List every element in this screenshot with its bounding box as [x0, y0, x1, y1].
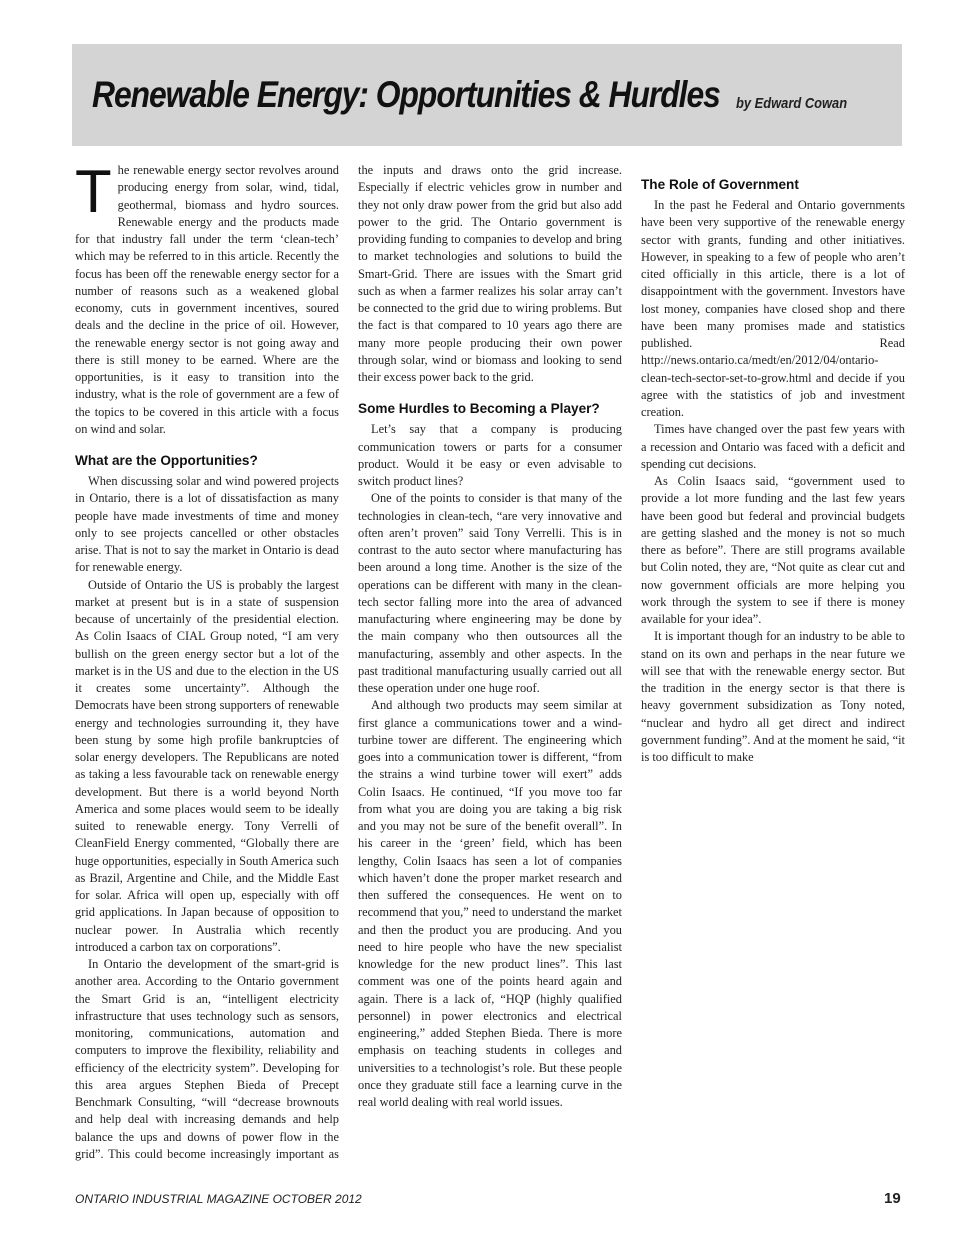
paragraph: In the past he Federal and Ontario governments have been very supportive of the renewable energy sector with grants, funding and other initiatives. However, in speaking to a few of people who aren’t cited officially in this article, there is a lot of disappointment with the government. Investors have lost money, companies have closed shop and there have been many promises made and statistics published. Read http://news.ontario.ca/medt/en/2012/04/ontario-clean-tech-sector-set-to-grow.html and decide if you agree with the statistics of job and investment creation. — [641, 198, 905, 419]
paragraph: One of the points to consider is that many of the technologies in clean-tech, “are very innovative and often aren’t proven” said Tony Verrelli. This is in contrast to the auto sector where manufacturing has been around a long time. Another is the size of the operations can be different with many in the clean-tech sector falling more into the area of advanced manufacturing where engineering may be done by the main company who then outsources all the manufacturing, assembly and other aspects. In the past traditional manufacturing usually carried out all these operation under one huge roof. — [358, 491, 622, 695]
byline: by Edward Cowan — [736, 95, 848, 112]
article-body — [358, 162, 622, 1111]
paragraph: When discussing solar and wind powered projects in Ontario, there is a lot of dissatisfaction as many people have made investments of time and money only to see projects cancelled or other obstacles arise. That is not to say the market in Ontario is dead for renewable energy. — [75, 474, 339, 575]
paragraph-continued: the inputs and draws onto the grid increase. Especially if electric vehicles grow in number and they not only draw power from the grid but also add power to the grid. The Ontario government is providing funding to companies to develop and bring to market technologies and solutions to build the Smart-Grid. There are issues with the Smart grid such as when a farmer realizes his solar array can’t be connected to the grid due to wiring problems. But the fact is that compared to 10 years ago there are many more people producing their own power through solar, wind or biomass and looking to send their excess power back to the grid. — [358, 163, 622, 384]
article-body — [75, 158, 339, 1163]
paragraph: In Ontario the development of the smart-grid is another area. According to the Ontario government the Smart Grid is an, “intelligent electricity infrastructure that uses technology such as sensors, monitoring, communications, automation and computers to improve the flexibility, reliability and efficiency of the electricity system”. Developing for this area argues Stephen Bieda of Precept Benchmark Consulting, “will “decrease brownouts and help deal with increasing demands and help balance the ups and downs of power flow in the grid”. This could become increasingly important as — [75, 957, 339, 1161]
intro-text: he renewable energy sector revolves around producing energy from solar, wind, tidal, geothermal, biomass and hydro sources. Renewable energy and the products made for that industry fall under the term ‘clean-tech’ which may be referred to in this article. Recently the focus has been off the renewable energy sector for a number of reasons such as a weakened global economy, cuts in government incentives, soured deals and the decline in the price of oil. However, the renewable energy sector is not going away and there is still money to be earned. Where are the opportunities, is it easy to transition into the industry, what is the role of government are a few of the topics to be covered in this article with a focus on wind and solar. — [75, 163, 339, 436]
paragraph: Outside of Ontario the US is probably the largest market at present but is in a state of suspension because of uncertainly of the presidential election. As Colin Isaacs of CIAL Group noted, “I am very bullish on the green energy sector but a lot of the market is in the US and due to the election in the US it creates some uncertainty”. Although the Democrats have been strong supporters of renewable energy and technologies surrounding it, they have been stung by some high profile bankruptcies of solar energy developers. The Republicans are noted as taking a less favourable tack on renewable energy development. But there is a world beyond North America and some places would seem to be ideally suited to renewable energy. Tony Verrelli of CleanField Energy commented, “Globally there are huge opportunities, especially in South America such as Brazil, Argentine and Chile, and the Middle East for solar. Africa will open up, especially with off grid applications. In Japan because of opposition to nuclear power. In Australia which recently introduced a carbon tax on corporations”. — [75, 577, 339, 954]
section-heading-hurdles: Some Hurdles to Becoming a Player? — [358, 401, 600, 417]
paragraph: As Colin Isaacs said, “government used to provide a lot more funding and the last few years have been good but federal and provincial budgets are getting slashed and the money is not so much there as before”. There are still programs available but Colin noted, they are, “Not quite as clear cut and now government officials are more helping you work through the system to see if there is money available for your idea”. — [641, 474, 905, 626]
article-body — [641, 162, 905, 766]
paragraph: And although two products may seem similar at first glance a communications tower and a wind-turbine tower are different. The engineering which goes into a communication tower is different, “from the strains a wind turbine tower will exert” adds Colin Isaacs. He continued, “If you move too far from what you are doing you are taking a big risk and you may not be sure of the benefit overall”. In his career in the ‘green’ field, which has been lengthy, Colin Isaacs has seen a lot of companies which haven’t done the proper market research and then suffered the consequences. He went on to recommend that you,” need to understand the market and then the product you are producing. And you need to hire people who have the new specialist knowledge for the new product lines”. This last comment was one of the points heard again and again. There is a lack of, “HQP (highly qualified personnel) in power electronics and electrical engineering,” added Stephen Bieda. There is more emphasis on teaching students in colleges and universities to a technologist’s role. But these people once they graduate still face a learning curve in the real world dealing with real world issues. — [358, 698, 622, 1109]
section-heading-opportunities: What are the Opportunities? — [75, 453, 258, 468]
intro-paragraph — [75, 158, 339, 438]
page-number: 19 — [884, 1190, 901, 1207]
article-title: Renewable Energy: Opportunities & Hurdles — [92, 74, 720, 115]
section-heading-government: The Role of Government — [641, 177, 799, 192]
drop-cap: T — [75, 158, 112, 225]
paragraph: It is important though for an industry to be able to stand on its own and perhaps in the near future we will see that with the renewable energy sector. But the tradition in the energy sector is that there is heavy government subsidization as Tony noted, “nuclear and hydro all get direct and indirect government funding”. And at the moment he said, “it is too difficult to make — [641, 629, 905, 764]
paragraph: Times have changed over the past few years with a recession and Ontario was faced with a deficit and spending cut decisions. — [641, 422, 905, 471]
publication-footer: ONTARIO INDUSTRIAL MAGAZINE OCTOBER 2012 — [75, 1192, 362, 1206]
paragraph: Let’s say that a company is producing communication towers or parts for a consumer product. Would it be easy or even advisable to switch product lines? — [358, 422, 622, 488]
